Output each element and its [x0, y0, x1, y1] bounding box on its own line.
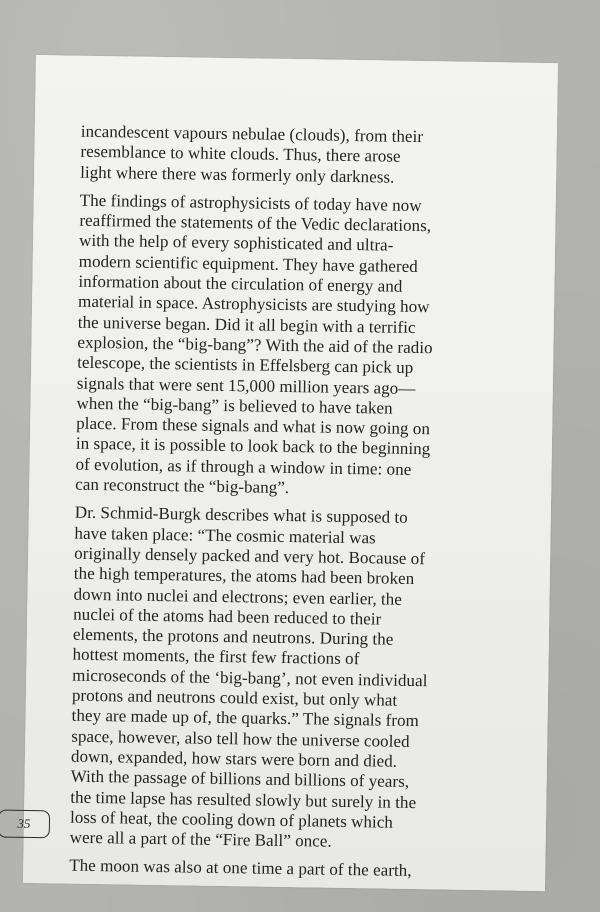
paragraph-4: The moon was also at one time a part of the earth,: [69, 856, 412, 881]
paragraph-1: incandescent vapours nebulae (clouds), from their resemblance to white clouds. Thus, there arose light where there was formerly only darkness.: [80, 121, 424, 187]
paragraph-3: Dr. Schmid-Burgk describes what is supposed to have taken place: “The cosmic material was originally densely packed and very hot. Bocause of the high temperatures, the atoms had been broken down into nuclei and electrons; even earlier, the nuclei of the atoms had been reduced to their elements, the protons and neutrons. During the hottest moments, the first few fractions of microseconds of the ‘big-bang’, not even individual protons and neutrons could exist, but only what they are made up of, the quarks.” The signals from space, however, also tell how the universe cooled down, expanded, how stars were born and died. With the passage of billions and billions of years, the time lapse has resulted slowly but surely in the loss of heat, the cooling down of planets which were all a part of the “Fire Ball” once.: [69, 503, 428, 851]
body-text: [69, 122, 481, 891]
page-number-badge: 35: [0, 809, 50, 838]
book-page: [17, 55, 558, 891]
paragraph-2: The findings of astrophysicists of today have now reaffirmed the statements of the Vedic declarations, with the help of every sophisticated and ultra- modern scientific equipment. They have gathered information about the circulation of energy and material in space. Astrophysicists are studying how the universe began. Did it all begin with a terrific explosion, the “big-bang”? With the aid of the radio telescope, the scientists in Effelsberg can pick up signals that were sent 15,000 million years ago— when the “big-bang” is believed to have taken place. From these signals and what is now going on in space, it is possible to look back to the beginning of evolution, as if through a window in time: one can reconstruct the “big-bang”.: [75, 190, 433, 498]
